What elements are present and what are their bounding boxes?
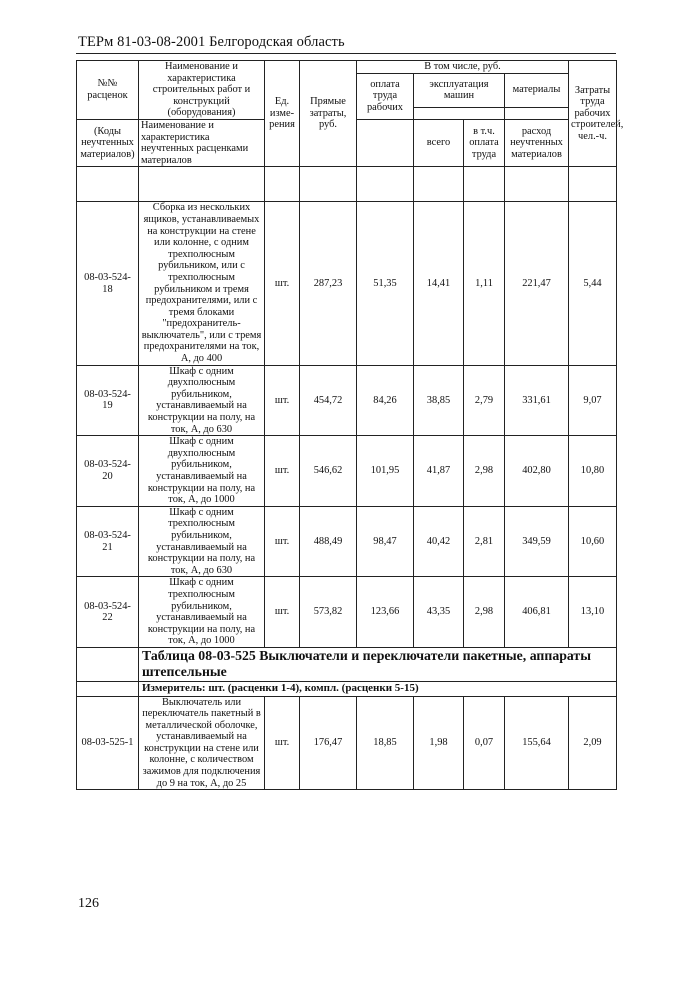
header-code: №№ расценок xyxy=(77,61,139,120)
row-materials: 155,64 xyxy=(505,696,569,790)
row-name: Сборка из нескольких ящиков, устанавливаемых на конструкции на стене или колонне, с одним трехполюсным рубильником, или с трехполюсным рубильником и тремя предохранителями, или с тремя блоками "предохранитель-выключатель", или с тремя предохранителями на ток, А, до 400 xyxy=(139,202,265,365)
header-machine: эксплуатация машин xyxy=(414,73,505,107)
header-materials: материалы xyxy=(505,73,569,107)
row-machine-pay: 0,07 xyxy=(464,696,505,790)
row-labor-cost: 10,80 xyxy=(569,436,617,507)
header-unit: Ед. изме-рения xyxy=(265,61,300,167)
row-direct: 488,49 xyxy=(300,506,357,577)
table-row xyxy=(77,202,617,365)
row-materials: 221,47 xyxy=(505,202,569,365)
row-machine-total: 41,87 xyxy=(414,436,464,507)
row-labor-pay: 18,85 xyxy=(357,696,414,790)
row-labor-cost: 5,44 xyxy=(569,202,617,365)
row-direct: 287,23 xyxy=(300,202,357,365)
header-row-1 xyxy=(77,61,617,74)
row-direct: 546,62 xyxy=(300,436,357,507)
row-direct: 454,72 xyxy=(300,365,357,436)
row-unit: шт. xyxy=(265,365,300,436)
row-unit: шт. xyxy=(265,436,300,507)
row-machine-pay: 2,79 xyxy=(464,365,505,436)
header-labor-pay-blank xyxy=(357,119,414,166)
header-code-unaccounted: (Коды неучтенных материалов) xyxy=(77,119,139,166)
header-labor-cost: Затраты труда рабочих строителей, чел.-ч. xyxy=(569,61,617,167)
row-name: Шкаф с одним трехполюсным рубильником, устанавливаемый на конструкции на полу, на ток, А, до 630 xyxy=(139,506,265,577)
header-name: Наименование и характеристика строительных работ и конструкций (оборудования) xyxy=(139,61,265,120)
row-name: Шкаф с одним двухполюсным рубильником, устанавливаемый на конструкции на полу, на ток, А, до 630 xyxy=(139,365,265,436)
section-title-blank xyxy=(77,647,139,681)
measure-row xyxy=(77,681,617,696)
row-machine-total: 40,42 xyxy=(414,506,464,577)
row-machine-pay: 2,98 xyxy=(464,436,505,507)
row-code: 08-03-524-21 xyxy=(77,506,139,577)
table-row xyxy=(77,506,617,577)
header-machine-blank xyxy=(414,107,505,119)
table-row xyxy=(77,365,617,436)
row-unit: шт. xyxy=(265,577,300,648)
row-machine-pay: 2,81 xyxy=(464,506,505,577)
table-row xyxy=(77,577,617,648)
row-labor-cost: 13,10 xyxy=(569,577,617,648)
row-code: 08-03-524-20 xyxy=(77,436,139,507)
header-labor-pay: оплата труда рабочих xyxy=(357,73,414,119)
row-name: Шкаф с одним двухполюсным рубильником, устанавливаемый на конструкции на полу, на ток, А, до 1000 xyxy=(139,436,265,507)
row-labor-pay: 84,26 xyxy=(357,365,414,436)
row-labor-pay: 101,95 xyxy=(357,436,414,507)
row-machine-total: 43,35 xyxy=(414,577,464,648)
header-name-unaccounted: Наименование и характеристика неучтенных расценками материалов xyxy=(139,119,265,166)
row-materials: 406,81 xyxy=(505,577,569,648)
table-row xyxy=(77,436,617,507)
row-direct: 176,47 xyxy=(300,696,357,790)
row-labor-cost: 10,60 xyxy=(569,506,617,577)
row-machine-pay: 1,11 xyxy=(464,202,505,365)
row-machine-total: 14,41 xyxy=(414,202,464,365)
row-labor-cost: 2,09 xyxy=(569,696,617,790)
header-materials-blank xyxy=(505,107,569,119)
row-machine-total: 1,98 xyxy=(414,696,464,790)
header-machine-total: всего xyxy=(414,119,464,166)
header-rule xyxy=(76,53,616,54)
row-code: 08-03-524-18 xyxy=(77,202,139,365)
row-labor-pay: 123,66 xyxy=(357,577,414,648)
section-measure: Измеритель: шт. (расценки 1-4), компл. (расценки 5-15) xyxy=(139,681,617,696)
page-header: ТЕРм 81-03-08-2001 Белгородская область xyxy=(78,34,345,50)
section-title-row xyxy=(77,647,617,681)
row-code: 08-03-525-1 xyxy=(77,696,139,790)
header-machine-pay: в т.ч. оплата труда xyxy=(464,119,505,166)
row-name: Выключатель или переключатель пакетный в металлической оболочке, устанавливаемый на конструкции на стене или колонне, с количеством зажимов для подключения до 9 на ток, А, до 25 xyxy=(139,696,265,790)
header-direct: Прямые затраты, руб. xyxy=(300,61,357,167)
row-labor-cost: 9,07 xyxy=(569,365,617,436)
row-code: 08-03-524-22 xyxy=(77,577,139,648)
section-title: Таблица 08-03-525 Выключатели и переключатели пакетные, аппараты штепсельные xyxy=(139,647,617,681)
table-row xyxy=(77,696,617,790)
row-direct: 573,82 xyxy=(300,577,357,648)
price-table xyxy=(76,60,624,790)
header-materials-unaccounted: расход неучтенных материалов xyxy=(505,119,569,166)
header-including: В том числе, руб. xyxy=(357,61,569,74)
row-unit: шт. xyxy=(265,696,300,790)
row-materials: 349,59 xyxy=(505,506,569,577)
row-code: 08-03-524-19 xyxy=(77,365,139,436)
row-unit: шт. xyxy=(265,506,300,577)
row-machine-total: 38,85 xyxy=(414,365,464,436)
row-labor-pay: 51,35 xyxy=(357,202,414,365)
row-materials: 331,61 xyxy=(505,365,569,436)
row-labor-pay: 98,47 xyxy=(357,506,414,577)
row-name: Шкаф с одним трехполюсным рубильником, устанавливаемый на конструкции на полу, на ток, А, до 1000 xyxy=(139,577,265,648)
spacer-row xyxy=(77,167,617,202)
row-machine-pay: 2,98 xyxy=(464,577,505,648)
page-number: 126 xyxy=(78,896,99,911)
row-unit: шт. xyxy=(265,202,300,365)
row-materials: 402,80 xyxy=(505,436,569,507)
measure-blank xyxy=(77,681,139,696)
